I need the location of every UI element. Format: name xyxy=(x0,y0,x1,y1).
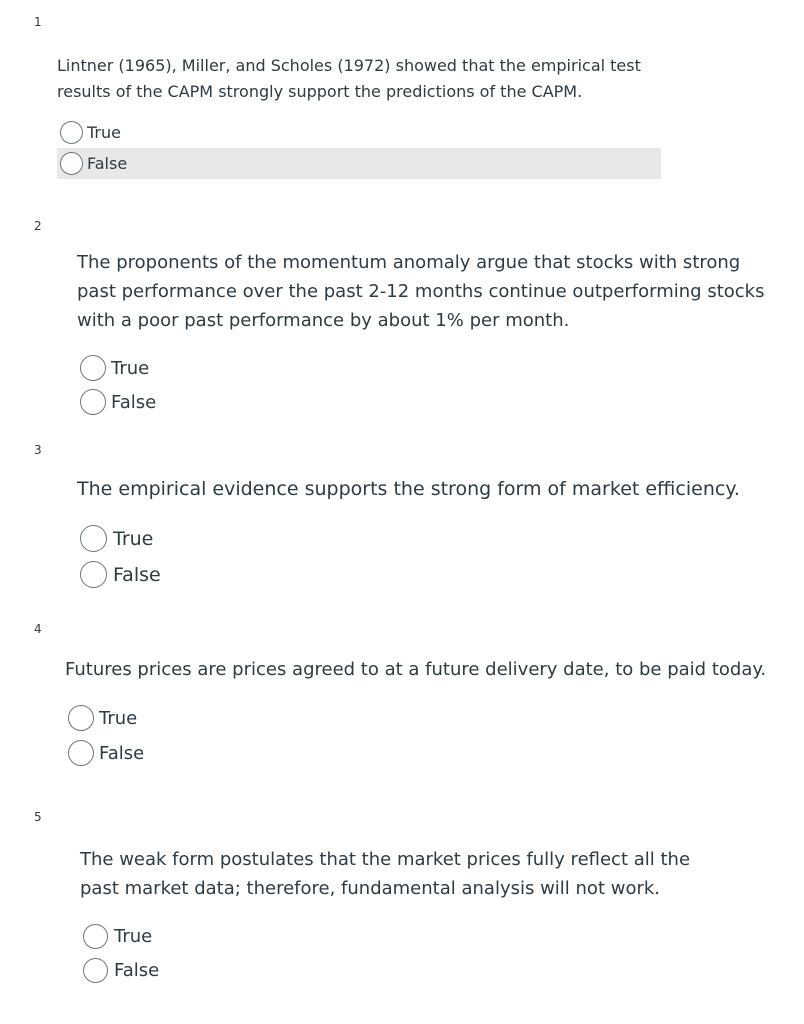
radio-button[interactable] xyxy=(83,958,108,983)
question-number: 1 xyxy=(34,15,42,29)
radio-button[interactable] xyxy=(68,740,94,766)
option-false[interactable] xyxy=(68,740,144,766)
question-text: The proponents of the momentum anomaly argue that stocks with strong past performance over the past 2-12 months continue outperforming stocks with a poor past performance by about 1% per month. xyxy=(77,252,765,331)
question-text: The empirical evidence supports the strong form of market efficiency. xyxy=(77,478,740,500)
option-label: True xyxy=(111,357,150,379)
radio-button[interactable] xyxy=(80,561,107,588)
question-number: 2 xyxy=(34,219,42,233)
option-label: True xyxy=(113,527,154,550)
option-false[interactable] xyxy=(83,958,159,983)
radio-button[interactable] xyxy=(60,152,83,175)
option-label: False xyxy=(114,960,160,981)
option-true[interactable] xyxy=(80,355,149,381)
option-label: False xyxy=(111,391,157,413)
question-number: 3 xyxy=(34,443,42,457)
radio-button[interactable] xyxy=(80,525,107,552)
option-false[interactable] xyxy=(60,151,127,175)
question-text: The weak form postulates that the market prices fully reflect all the past market data; therefore, fundamental analysis will not work. xyxy=(80,849,691,899)
option-true[interactable] xyxy=(83,924,152,949)
option-label: False xyxy=(87,153,128,173)
option-true[interactable] xyxy=(60,120,121,144)
option-true[interactable] xyxy=(68,705,137,731)
radio-button[interactable] xyxy=(60,121,83,144)
radio-button[interactable] xyxy=(80,389,106,415)
option-false[interactable] xyxy=(80,389,156,415)
option-false[interactable] xyxy=(80,561,161,588)
option-hover-highlight xyxy=(57,148,661,179)
option-label: True xyxy=(87,122,121,142)
question-number: 4 xyxy=(34,622,42,636)
question-number: 5 xyxy=(34,810,42,824)
radio-button[interactable] xyxy=(68,705,94,731)
question-text: Lintner (1965), Miller, and Scholes (1972) showed that the empirical test results of the CAPM strongly support the predictions of the CAPM. xyxy=(57,56,641,101)
radio-button[interactable] xyxy=(80,355,106,381)
radio-button[interactable] xyxy=(83,924,108,949)
option-label: False xyxy=(113,563,161,586)
option-label: False xyxy=(99,742,145,764)
question-text: Futures prices are prices agreed to at a future delivery date, to be paid today. xyxy=(65,659,767,680)
option-label: True xyxy=(99,707,138,729)
option-label: True xyxy=(114,926,153,947)
option-true[interactable] xyxy=(80,525,153,552)
